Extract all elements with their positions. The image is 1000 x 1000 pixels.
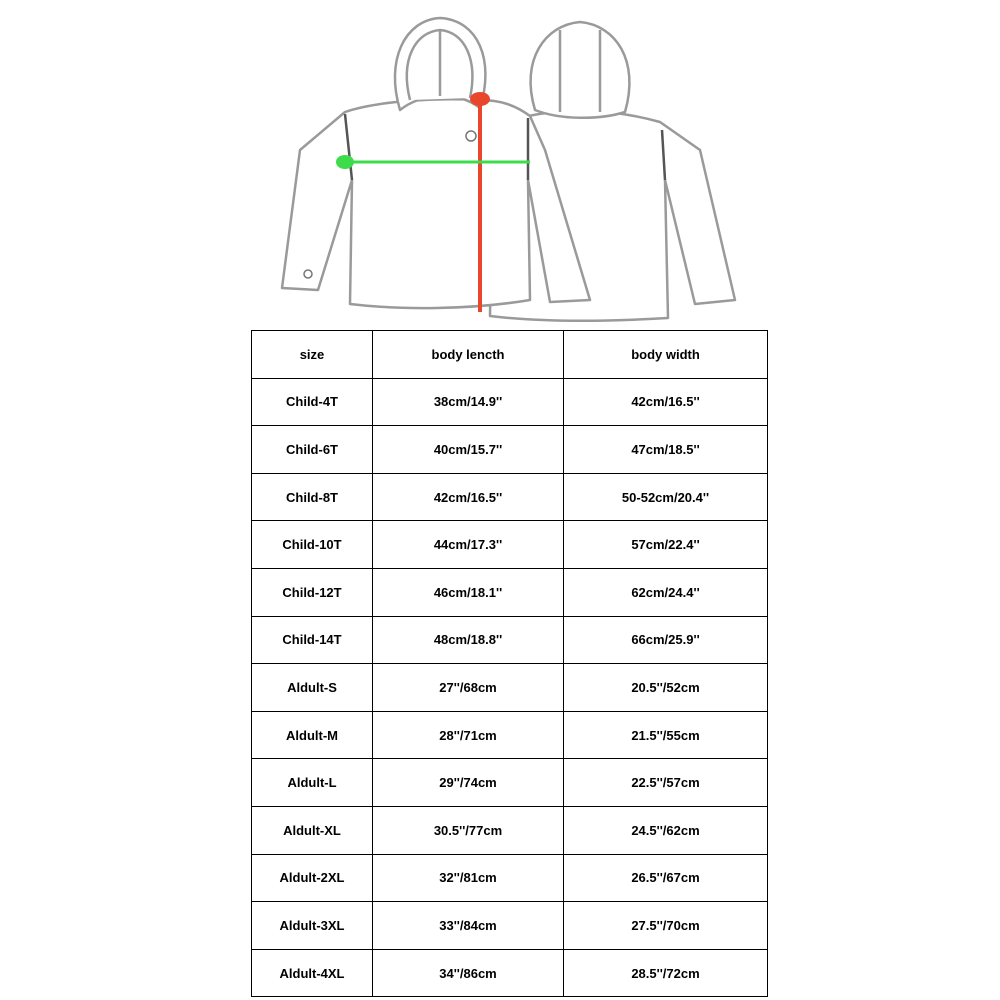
table-row (252, 378, 768, 426)
body-length-cell: 44cm/17.3'' (373, 521, 564, 569)
body-width-cell: 27.5''/70cm (564, 902, 768, 950)
body-length-cell: 27''/68cm (373, 664, 564, 712)
table-row (252, 521, 768, 569)
body-length-cell: 40cm/15.7'' (373, 426, 564, 474)
table-row (252, 949, 768, 997)
size-cell: Aldult-L (252, 759, 373, 807)
body-length-cell: 42cm/16.5'' (373, 473, 564, 521)
table-row (252, 426, 768, 474)
size-cell: Aldult-S (252, 664, 373, 712)
size-cell: Aldult-M (252, 711, 373, 759)
body-length-cell: 48cm/18.8'' (373, 616, 564, 664)
body-width-cell: 42cm/16.5'' (564, 378, 768, 426)
body-width-cell: 28.5''/72cm (564, 949, 768, 997)
body-length-cell: 30.5''/77cm (373, 806, 564, 854)
hoodie-illustration (0, 0, 1000, 330)
table-row (252, 473, 768, 521)
body-length-cell: 34''/86cm (373, 949, 564, 997)
table-row (252, 616, 768, 664)
size-chart-body (252, 331, 768, 997)
body-length-cell: 33''/84cm (373, 902, 564, 950)
body-width-cell: 62cm/24.4'' (564, 568, 768, 616)
size-cell: Aldult-XL (252, 806, 373, 854)
body-length-cell: 28''/71cm (373, 711, 564, 759)
header-size: size (252, 331, 373, 379)
body-width-cell: 24.5''/62cm (564, 806, 768, 854)
body-width-cell: 57cm/22.4'' (564, 521, 768, 569)
header-body-length: body lencth (373, 331, 564, 379)
size-cell: Child-6T (252, 426, 373, 474)
body-length-cell: 46cm/18.1'' (373, 568, 564, 616)
body-length-cell: 29''/74cm (373, 759, 564, 807)
table-row (252, 568, 768, 616)
body-width-cell: 21.5''/55cm (564, 711, 768, 759)
body-width-cell: 66cm/25.9'' (564, 616, 768, 664)
size-cell: Child-4T (252, 378, 373, 426)
body-length-cell: 32''/81cm (373, 854, 564, 902)
table-row (252, 759, 768, 807)
table-row (252, 711, 768, 759)
size-cell: Aldult-4XL (252, 949, 373, 997)
size-cell: Aldult-3XL (252, 902, 373, 950)
body-width-cell: 50-52cm/20.4'' (564, 473, 768, 521)
size-cell: Child-10T (252, 521, 373, 569)
table-header-row (252, 331, 768, 379)
table-row (252, 664, 768, 712)
body-width-cell: 47cm/18.5'' (564, 426, 768, 474)
header-body-width: body width (564, 331, 768, 379)
table-row (252, 806, 768, 854)
body-width-cell: 26.5''/67cm (564, 854, 768, 902)
size-cell: Child-12T (252, 568, 373, 616)
table-row (252, 902, 768, 950)
table-row (252, 854, 768, 902)
size-cell: Aldult-2XL (252, 854, 373, 902)
body-width-cell: 22.5''/57cm (564, 759, 768, 807)
body-length-cell: 38cm/14.9'' (373, 378, 564, 426)
body-width-cell: 20.5''/52cm (564, 664, 768, 712)
size-cell: Child-14T (252, 616, 373, 664)
size-chart-table (251, 330, 768, 997)
size-cell: Child-8T (252, 473, 373, 521)
